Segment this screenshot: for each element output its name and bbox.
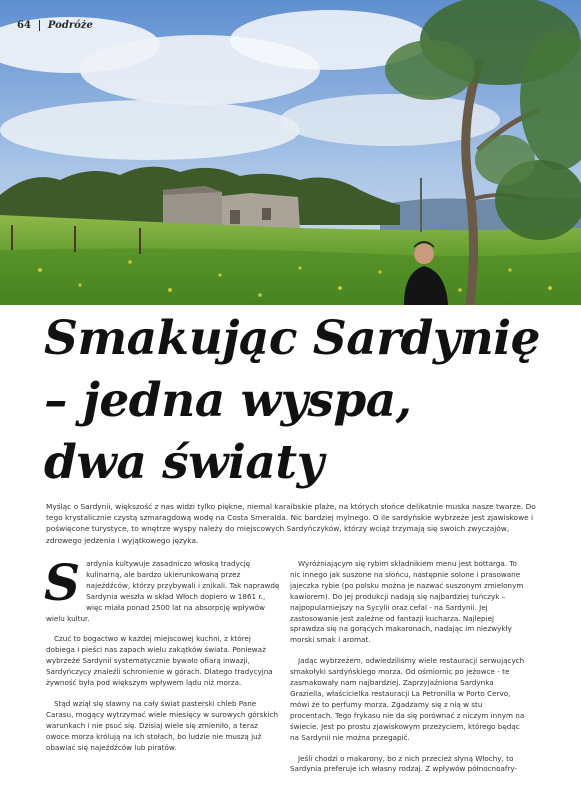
title-line-3: dwa światy xyxy=(44,435,324,490)
title-line-1: Smakując Sardynię xyxy=(44,311,541,366)
article-title xyxy=(44,308,564,494)
right-column xyxy=(290,559,525,785)
paragraph: Stąd wziął się sławny na cały świat pasterski chleb Pane Carasu, mogący wytrzymać wiele miesięcy w surowych górskich warunkach i nie psuć się. Dzisiaj wiele się zmieniło, a teraz owoce morza królują na ich stołach, bo ludzie nie muszą już obawiać się najeźdźców lub piratów. xyxy=(46,698,279,752)
page-number: 64 xyxy=(17,20,31,31)
paragraph: Wyróżniającym się rybim składnikiem menu jest bottarga. To nic innego jak suszone na słońcu, następnie solone i prasowane jajeczka rybie (po polsku można je nazwać suszonym zmielonym kawiorem). Do jej produkcji nadają się najbardziej tuńczyk – najpopularniejszy na Sycylii oraz cefal - na Sardynii. Jej zastosowanie jest zależne od fantazji kucharza. Najlepiej sprawdza się na gorących makaronach, nadając im niezwykły morski smak i aromat. xyxy=(290,559,524,645)
paragraph xyxy=(44,553,281,624)
landscape-photo xyxy=(0,0,581,305)
page-header xyxy=(17,20,93,31)
left-column xyxy=(44,553,281,764)
paragraph-text: ardynia kultywuje zasadniczo włoską tradycję kulinarną, ale bardzo ukierunkowaną przez najeźdźców, którzy przybywali i znikali. Tak naprawdę Sardynia weszła w skład Włoch dopiero w 1861 r., więc miała ponad 2500 lat na absorpcję wpływów wielu kultur. xyxy=(46,559,280,623)
article-lead: Myśląc o Sardynii, większość z nas widzi tylko piękne, niemal karaibskie plaże, na których słońce delikatnie muska nasze twarze. Do tego krystalicznie czystą szmaragdową wodę na Costa Smeralda. Nic bardziej mylnego. O ile sardyńskie wybrzeże jest zjawiskowe i poświęcone turystyce, to wnętrze wyspy należy do miejscowych Sardyńczyków, którzy wciąż trzymają się swoich zwyczajów, zdrowego jedzenia i wyjątkowego języka. xyxy=(46,502,536,545)
section-name: Podróże xyxy=(47,20,93,31)
hero-photo xyxy=(0,0,581,305)
paragraph: Czuć to bogactwo w każdej miejscowej kuchni, z której dobiega i pieści nas zapach wielu zakątków świata. Ponieważ wybrzeże Sardynii systematycznie bywało ofiarą inwazji, Sardyńczycy znaleźli schronienie w górach. Dlatego tradycyjna żywność była pod większym wpływem lądu niż morza. xyxy=(46,634,273,688)
drop-cap: S xyxy=(44,553,81,612)
paragraph: Jadąc wybrzeżem, odwiedziliśmy wiele restauracji serwujących smakołyki sardyńskiego morza. Od ośmiornic po jeżowce - te zasmakowały nam najbardziej. Zaprzyjaźniona Sardynka Graziella, właścicielka restauracji La Petronilla w Porto Cervo, mówi że to perfumy morza. Zgadzamy się z nią w stu procentach. Tego frykasu nie da się porównać z niczym innym na świecie. Jest po prostu zjawiskowym przeżyciem, którego będąc na Sardynii nie można przegapić. xyxy=(290,656,525,742)
paragraph: Jeśli chodzi o makarony, bo z nich przecież słyną Włochy, to Sardynia preferuje ich własny rodzaj. Z wpływów północnoafry- xyxy=(290,753,518,774)
title-line-2: – jedna wyspa, xyxy=(44,373,412,428)
header-divider xyxy=(39,20,40,31)
